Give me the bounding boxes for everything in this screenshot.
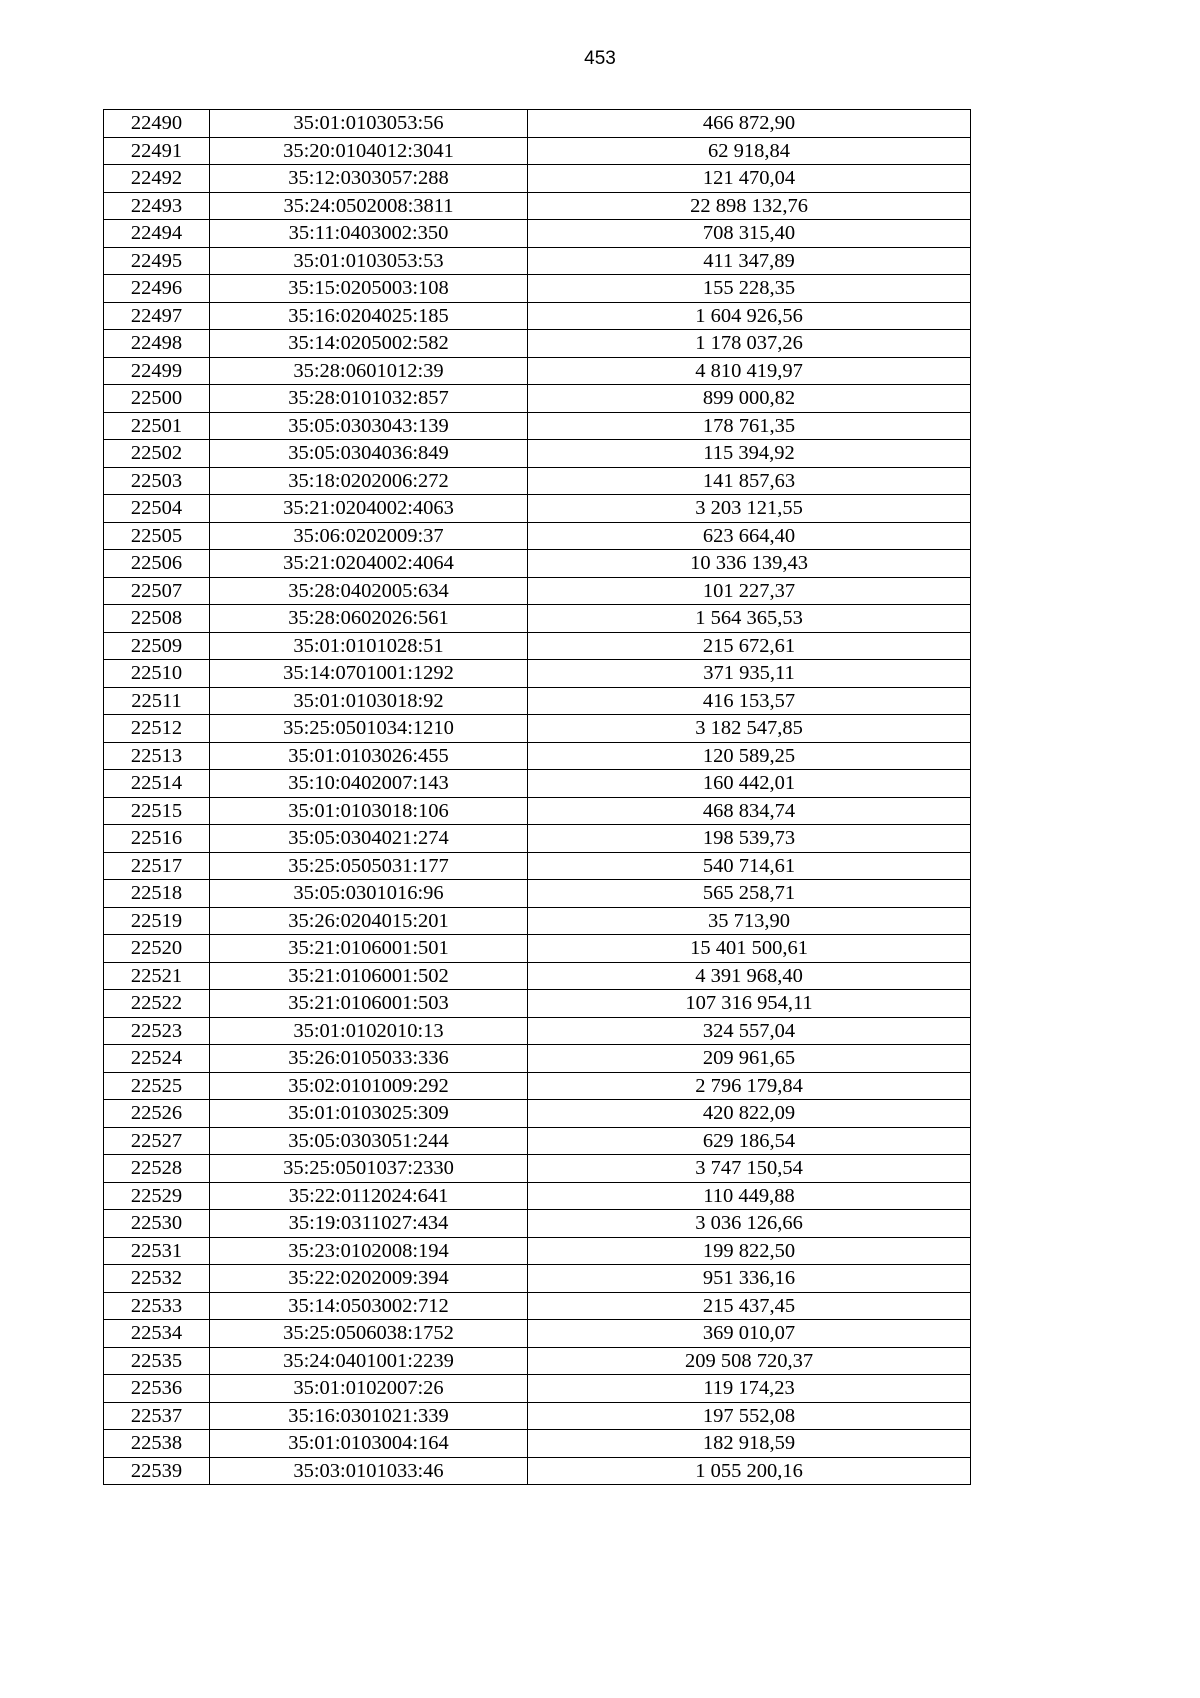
row-number-cell: 22529 [104, 1182, 210, 1210]
cadastral-number-cell: 35:01:0103053:56 [210, 110, 528, 138]
cadastral-number-cell: 35:01:0101028:51 [210, 632, 528, 660]
table-row [104, 412, 971, 440]
cadastral-number-cell: 35:02:0101009:292 [210, 1072, 528, 1100]
row-number-cell: 22528 [104, 1155, 210, 1183]
cadastral-value-cell: 120 589,25 [528, 742, 971, 770]
cadastral-number-cell: 35:15:0205003:108 [210, 275, 528, 303]
cadastral-value-cell: 3 747 150,54 [528, 1155, 971, 1183]
cadastral-value-cell: 565 258,71 [528, 880, 971, 908]
cadastral-number-cell: 35:14:0701001:1292 [210, 660, 528, 688]
cadastral-number-cell: 35:28:0601012:39 [210, 357, 528, 385]
cadastral-value-cell: 4 391 968,40 [528, 962, 971, 990]
row-number-cell: 22497 [104, 302, 210, 330]
row-number-cell: 22521 [104, 962, 210, 990]
cadastral-value-cell: 209 961,65 [528, 1045, 971, 1073]
table-row [104, 577, 971, 605]
row-number-cell: 22533 [104, 1292, 210, 1320]
cadastral-value-cell: 369 010,07 [528, 1320, 971, 1348]
row-number-cell: 22530 [104, 1210, 210, 1238]
cadastral-value-cell: 1 055 200,16 [528, 1457, 971, 1485]
table-row [104, 962, 971, 990]
cadastral-number-cell: 35:01:0102010:13 [210, 1017, 528, 1045]
cadastral-number-cell: 35:28:0101032:857 [210, 385, 528, 413]
cadastral-value-cell: 101 227,37 [528, 577, 971, 605]
cadastral-value-cell: 160 442,01 [528, 770, 971, 798]
row-number-cell: 22536 [104, 1375, 210, 1403]
table-row [104, 660, 971, 688]
cadastral-number-cell: 35:18:0202006:272 [210, 467, 528, 495]
table-row [104, 165, 971, 193]
row-number-cell: 22519 [104, 907, 210, 935]
row-number-cell: 22515 [104, 797, 210, 825]
cadastral-number-cell: 35:21:0204002:4063 [210, 495, 528, 523]
cadastral-value-cell: 1 178 037,26 [528, 330, 971, 358]
cadastral-number-cell: 35:01:0103025:309 [210, 1100, 528, 1128]
cadastral-number-cell: 35:14:0503002:712 [210, 1292, 528, 1320]
row-number-cell: 22491 [104, 137, 210, 165]
cadastral-value-cell: 141 857,63 [528, 467, 971, 495]
cadastral-value-cell: 4 810 419,97 [528, 357, 971, 385]
cadastral-number-cell: 35:01:0103018:106 [210, 797, 528, 825]
table-row [104, 1402, 971, 1430]
cadastral-value-cell: 708 315,40 [528, 220, 971, 248]
cadastral-value-cell: 411 347,89 [528, 247, 971, 275]
table-row [104, 110, 971, 138]
row-number-cell: 22516 [104, 825, 210, 853]
table-row [104, 330, 971, 358]
row-number-cell: 22526 [104, 1100, 210, 1128]
cadastral-number-cell: 35:23:0102008:194 [210, 1237, 528, 1265]
cadastral-number-cell: 35:01:0102007:26 [210, 1375, 528, 1403]
row-number-cell: 22518 [104, 880, 210, 908]
cadastral-value-cell: 540 714,61 [528, 852, 971, 880]
cadastral-number-cell: 35:10:0402007:143 [210, 770, 528, 798]
cadastral-number-cell: 35:01:0103004:164 [210, 1430, 528, 1458]
cadastral-number-cell: 35:01:0103018:92 [210, 687, 528, 715]
cadastral-value-cell: 468 834,74 [528, 797, 971, 825]
cadastral-value-cell: 119 174,23 [528, 1375, 971, 1403]
cadastral-value-cell: 178 761,35 [528, 412, 971, 440]
cadastral-value-cell: 15 401 500,61 [528, 935, 971, 963]
cadastral-number-cell: 35:01:0103053:53 [210, 247, 528, 275]
cadastral-value-cell: 199 822,50 [528, 1237, 971, 1265]
table-row [104, 495, 971, 523]
row-number-cell: 22502 [104, 440, 210, 468]
table-row [104, 852, 971, 880]
cadastral-number-cell: 35:25:0505031:177 [210, 852, 528, 880]
cadastral-value-cell: 899 000,82 [528, 385, 971, 413]
table-row [104, 715, 971, 743]
cadastral-number-cell: 35:11:0403002:350 [210, 220, 528, 248]
cadastral-value-cell: 35 713,90 [528, 907, 971, 935]
table-row [104, 1127, 971, 1155]
cadastral-number-cell: 35:20:0104012:3041 [210, 137, 528, 165]
page-number: 453 [584, 48, 616, 69]
cadastral-value-cell: 115 394,92 [528, 440, 971, 468]
cadastral-value-cell: 110 449,88 [528, 1182, 971, 1210]
cadastral-number-cell: 35:03:0101033:46 [210, 1457, 528, 1485]
cadastral-number-cell: 35:28:0402005:634 [210, 577, 528, 605]
cadastral-number-cell: 35:19:0311027:434 [210, 1210, 528, 1238]
cadastral-number-cell: 35:21:0106001:501 [210, 935, 528, 963]
row-number-cell: 22501 [104, 412, 210, 440]
cadastral-value-cell: 466 872,90 [528, 110, 971, 138]
cadastral-number-cell: 35:21:0106001:502 [210, 962, 528, 990]
cadastral-value-cell: 416 153,57 [528, 687, 971, 715]
table-row [104, 770, 971, 798]
row-number-cell: 22513 [104, 742, 210, 770]
cadastral-value-cell: 22 898 132,76 [528, 192, 971, 220]
cadastral-value-cell: 107 316 954,11 [528, 990, 971, 1018]
cadastral-value-cell: 209 508 720,37 [528, 1347, 971, 1375]
cadastral-number-cell: 35:28:0602026:561 [210, 605, 528, 633]
table-row [104, 302, 971, 330]
table-row [104, 357, 971, 385]
cadastral-number-cell: 35:05:0303043:139 [210, 412, 528, 440]
table-row [104, 1017, 971, 1045]
row-number-cell: 22537 [104, 1402, 210, 1430]
row-number-cell: 22524 [104, 1045, 210, 1073]
row-number-cell: 22496 [104, 275, 210, 303]
row-number-cell: 22527 [104, 1127, 210, 1155]
table-row [104, 825, 971, 853]
cadastral-number-cell: 35:21:0204002:4064 [210, 550, 528, 578]
cadastral-value-cell: 420 822,09 [528, 1100, 971, 1128]
table-body [104, 110, 971, 1485]
row-number-cell: 22509 [104, 632, 210, 660]
row-number-cell: 22494 [104, 220, 210, 248]
table-row [104, 192, 971, 220]
row-number-cell: 22532 [104, 1265, 210, 1293]
table-row [104, 1292, 971, 1320]
row-number-cell: 22520 [104, 935, 210, 963]
table-row [104, 1155, 971, 1183]
table-row [104, 550, 971, 578]
table-row [104, 1072, 971, 1100]
row-number-cell: 22490 [104, 110, 210, 138]
cadastral-number-cell: 35:21:0106001:503 [210, 990, 528, 1018]
table-row [104, 990, 971, 1018]
cadastral-value-cell: 3 182 547,85 [528, 715, 971, 743]
cadastral-number-cell: 35:26:0204015:201 [210, 907, 528, 935]
row-number-cell: 22522 [104, 990, 210, 1018]
cadastral-value-cell: 198 539,73 [528, 825, 971, 853]
table-row [104, 522, 971, 550]
cadastral-number-cell: 35:24:0401001:2239 [210, 1347, 528, 1375]
cadastral-number-cell: 35:25:0501037:2330 [210, 1155, 528, 1183]
row-number-cell: 22512 [104, 715, 210, 743]
cadastral-number-cell: 35:16:0204025:185 [210, 302, 528, 330]
table-row [104, 1320, 971, 1348]
table-row [104, 220, 971, 248]
cadastral-number-cell: 35:05:0303051:244 [210, 1127, 528, 1155]
cadastral-value-cell: 2 796 179,84 [528, 1072, 971, 1100]
cadastral-value-cell: 215 437,45 [528, 1292, 971, 1320]
table-row [104, 605, 971, 633]
row-number-cell: 22525 [104, 1072, 210, 1100]
table-row [104, 632, 971, 660]
row-number-cell: 22498 [104, 330, 210, 358]
cadastral-value-cell: 1 564 365,53 [528, 605, 971, 633]
row-number-cell: 22511 [104, 687, 210, 715]
cadastral-value-cell: 1 604 926,56 [528, 302, 971, 330]
cadastral-value-table [103, 109, 971, 1485]
cadastral-number-cell: 35:25:0506038:1752 [210, 1320, 528, 1348]
table-row [104, 1265, 971, 1293]
cadastral-number-cell: 35:25:0501034:1210 [210, 715, 528, 743]
row-number-cell: 22531 [104, 1237, 210, 1265]
cadastral-number-cell: 35:05:0301016:96 [210, 880, 528, 908]
table-row [104, 137, 971, 165]
cadastral-value-cell: 155 228,35 [528, 275, 971, 303]
table-row [104, 1347, 971, 1375]
row-number-cell: 22506 [104, 550, 210, 578]
row-number-cell: 22535 [104, 1347, 210, 1375]
row-number-cell: 22493 [104, 192, 210, 220]
row-number-cell: 22504 [104, 495, 210, 523]
cadastral-value-cell: 197 552,08 [528, 1402, 971, 1430]
row-number-cell: 22499 [104, 357, 210, 385]
cadastral-number-cell: 35:06:0202009:37 [210, 522, 528, 550]
cadastral-value-cell: 215 672,61 [528, 632, 971, 660]
cadastral-value-cell: 121 470,04 [528, 165, 971, 193]
cadastral-value-cell: 629 186,54 [528, 1127, 971, 1155]
cadastral-value-cell: 62 918,84 [528, 137, 971, 165]
cadastral-value-cell: 10 336 139,43 [528, 550, 971, 578]
row-number-cell: 22492 [104, 165, 210, 193]
cadastral-value-cell: 182 918,59 [528, 1430, 971, 1458]
row-number-cell: 22514 [104, 770, 210, 798]
table-row [104, 1100, 971, 1128]
table-row [104, 935, 971, 963]
table-row [104, 440, 971, 468]
cadastral-number-cell: 35:22:0202009:394 [210, 1265, 528, 1293]
table-row [104, 907, 971, 935]
row-number-cell: 22508 [104, 605, 210, 633]
row-number-cell: 22539 [104, 1457, 210, 1485]
table-row [104, 1045, 971, 1073]
table-row [104, 1375, 971, 1403]
table-row [104, 467, 971, 495]
table-row [104, 247, 971, 275]
cadastral-value-cell: 951 336,16 [528, 1265, 971, 1293]
row-number-cell: 22517 [104, 852, 210, 880]
cadastral-number-cell: 35:24:0502008:3811 [210, 192, 528, 220]
table-row [104, 687, 971, 715]
table-row [104, 1457, 971, 1485]
cadastral-number-cell: 35:05:0304036:849 [210, 440, 528, 468]
cadastral-number-cell: 35:12:0303057:288 [210, 165, 528, 193]
row-number-cell: 22500 [104, 385, 210, 413]
row-number-cell: 22503 [104, 467, 210, 495]
cadastral-value-cell: 324 557,04 [528, 1017, 971, 1045]
row-number-cell: 22523 [104, 1017, 210, 1045]
cadastral-number-cell: 35:14:0205002:582 [210, 330, 528, 358]
cadastral-number-cell: 35:01:0103026:455 [210, 742, 528, 770]
row-number-cell: 22538 [104, 1430, 210, 1458]
cadastral-value-cell: 3 036 126,66 [528, 1210, 971, 1238]
row-number-cell: 22505 [104, 522, 210, 550]
row-number-cell: 22534 [104, 1320, 210, 1348]
row-number-cell: 22507 [104, 577, 210, 605]
cadastral-number-cell: 35:05:0304021:274 [210, 825, 528, 853]
table-row [104, 385, 971, 413]
table-row [104, 1210, 971, 1238]
table-row [104, 1237, 971, 1265]
cadastral-value-cell: 623 664,40 [528, 522, 971, 550]
table-row [104, 1430, 971, 1458]
cadastral-value-cell: 371 935,11 [528, 660, 971, 688]
row-number-cell: 22495 [104, 247, 210, 275]
table-row [104, 275, 971, 303]
cadastral-number-cell: 35:22:0112024:641 [210, 1182, 528, 1210]
row-number-cell: 22510 [104, 660, 210, 688]
table-row [104, 1182, 971, 1210]
cadastral-number-cell: 35:16:0301021:339 [210, 1402, 528, 1430]
table-row [104, 742, 971, 770]
table-row [104, 880, 971, 908]
cadastral-number-cell: 35:26:0105033:336 [210, 1045, 528, 1073]
table-row [104, 797, 971, 825]
cadastral-value-cell: 3 203 121,55 [528, 495, 971, 523]
